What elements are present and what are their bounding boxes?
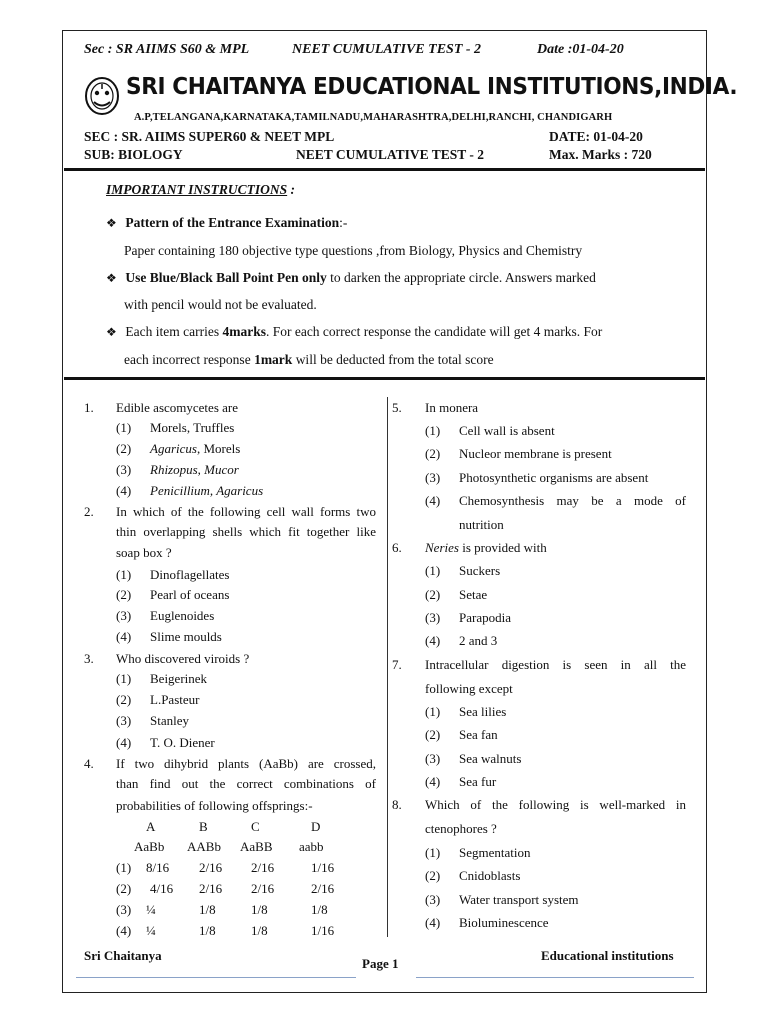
table-col-header: D — [311, 819, 321, 834]
table-cell: 4/16 — [150, 881, 174, 896]
instruction-1-line2: Paper containing 180 objective type questions ,from Biology, Physics and Chemistry — [124, 243, 583, 258]
option-2: (2) Cnidoblasts — [425, 868, 521, 883]
instruction-2-line2: with pencil would not be evaluated. — [124, 297, 317, 312]
question-number: 5. — [392, 400, 402, 415]
table-genotype: AaBB — [240, 839, 273, 854]
header-date: DATE: 01-04-20 — [549, 129, 643, 144]
table-cell: 1/8 — [199, 902, 216, 917]
option-2: (2) Sea fan — [425, 727, 498, 742]
option-2: (2) Pearl of oceans — [116, 587, 230, 602]
option-1: (1) Morels, Truffles — [116, 420, 235, 435]
table-cell: 1/8 — [199, 923, 216, 938]
option-3: (3) Stanley — [116, 713, 189, 728]
option-1: (1) Dinoflagellates — [116, 567, 230, 582]
footer-right: Educational institutions — [541, 948, 674, 963]
option-4: (4) Slime moulds — [116, 629, 222, 644]
table-genotype: aabb — [299, 839, 324, 854]
option-4: (4) Chemosynthesis may be a mode of — [425, 493, 686, 508]
table-cell: ¼ — [146, 923, 156, 938]
institution-name: SRI CHAITANYA EDUCATIONAL INSTITUTIONS,INDIA. — [126, 74, 738, 100]
option-2: (2) L.Pasteur — [116, 692, 200, 707]
question-text: In which of the following cell wall forms two — [116, 504, 376, 519]
option-4: (4) Penicillium, Agaricus — [116, 483, 264, 498]
question-text: Edible ascomycetes are — [116, 400, 238, 415]
question-text: thin overlapping shells which fit together like — [116, 524, 376, 539]
header-test: NEET CUMULATIVE TEST - 2 — [296, 147, 485, 162]
footer-line-right — [416, 977, 694, 978]
option-3: (3) Water transport system — [425, 892, 579, 907]
question-number: 1. — [84, 400, 94, 415]
option-3: (3) Euglenoides — [116, 608, 215, 623]
table-cell: 2/16 — [251, 881, 275, 896]
option-1: (1) Cell wall is absent — [425, 423, 555, 438]
page-number: Page 1 — [362, 956, 399, 971]
instruction-1: ❖ Pattern of the Entrance Examination:- — [106, 215, 348, 230]
option-2: (2) Agaricus, Morels — [116, 441, 241, 456]
header-sec: SEC : SR. AIIMS SUPER60 & NEET MPL — [84, 129, 335, 144]
question-text: If two dihybrid plants (AaBb) are crossed, — [116, 756, 376, 771]
question-text: than find out the correct combinations of — [116, 776, 376, 791]
question-text: Who discovered viroids ? — [116, 651, 250, 666]
question-number: 3. — [84, 651, 94, 666]
table-row-label: (2) — [116, 881, 132, 896]
table-row-label: (1) — [116, 860, 132, 875]
table-row-label: (4) — [116, 923, 132, 938]
question-text: soap box ? — [116, 545, 172, 560]
institution-states: A.P,TELANGANA,KARNATAKA,TAMILNADU,MAHARASHTRA,DELHI,RANCHI, CHANDIGARH — [134, 112, 613, 123]
table-cell: ¼ — [146, 902, 156, 917]
column-divider — [387, 397, 388, 937]
question-text: ctenophores ? — [425, 821, 497, 836]
top-test: NEET CUMULATIVE TEST - 2 — [292, 42, 482, 57]
option-4: (4) 2 and 3 — [425, 633, 498, 648]
table-genotype: AaBb — [134, 839, 165, 854]
table-genotype: AABb — [187, 839, 221, 854]
table-cell: 2/16 — [251, 860, 275, 875]
option-1: (1) Segmentation — [425, 845, 531, 860]
option-4: (4) T. O. Diener — [116, 735, 215, 750]
header-subject: SUB: BIOLOGY — [84, 147, 183, 162]
top-date: Date :01-04-20 — [537, 42, 624, 57]
table-col-header: A — [146, 819, 156, 834]
question-number: 2. — [84, 504, 94, 519]
option-1: (1) Beigerinek — [116, 671, 208, 686]
diamond-bullet-icon: ❖ — [106, 325, 117, 339]
question-text: probabilities of following offsprings:- — [116, 798, 313, 813]
option-1: (1) Sea lilies — [425, 704, 507, 719]
option-4-continued: nutrition — [459, 517, 504, 532]
question-number: 7. — [392, 657, 402, 672]
question-text: following except — [425, 681, 513, 696]
table-cell: 8/16 — [146, 860, 170, 875]
table-cell: 1/16 — [311, 860, 335, 875]
question-number: 6. — [392, 540, 402, 555]
table-cell: 1/8 — [251, 923, 268, 938]
header-max-marks: Max. Marks : 720 — [549, 147, 652, 162]
instructions-title: IMPORTANT INSTRUCTIONS : — [106, 182, 296, 197]
option-2: (2) Nucleor membrane is present — [425, 446, 612, 461]
table-cell: 2/16 — [311, 881, 335, 896]
option-3: (3) Photosynthetic organisms are absent — [425, 470, 649, 485]
diamond-bullet-icon: ❖ — [106, 216, 117, 230]
option-3: (3) Sea walnuts — [425, 751, 522, 766]
table-cell: 1/8 — [311, 902, 328, 917]
footer-left: Sri Chaitanya — [84, 948, 162, 963]
instruction-3-line2: each incorrect response 1mark will be deducted from the total score — [124, 352, 494, 367]
institution-logo-icon — [84, 76, 120, 116]
question-text: Which of the following is well-marked in — [425, 797, 686, 812]
option-3: (3) Parapodia — [425, 610, 511, 625]
option-2: (2) Setae — [425, 587, 488, 602]
instruction-2: ❖ Use Blue/Black Ball Point Pen only to darken the appropriate circle. Answers marked — [106, 270, 596, 285]
option-4: (4) Sea fur — [425, 774, 497, 789]
header-rule — [64, 168, 705, 171]
table-cell: 1/8 — [251, 902, 268, 917]
question-number: 8. — [392, 797, 402, 812]
footer-line-left — [76, 977, 356, 978]
table-row-label: (3) — [116, 902, 132, 917]
instructions-rule — [64, 377, 705, 380]
option-4: (4) Bioluminescence — [425, 915, 549, 930]
table-col-header: C — [251, 819, 260, 834]
question-text: In monera — [425, 400, 479, 415]
question-number: 4. — [84, 756, 94, 771]
option-1: (1) Suckers — [425, 563, 501, 578]
option-3: (3) Rhizopus, Mucor — [116, 462, 239, 477]
top-sec: Sec : SR AIIMS S60 & MPL — [84, 42, 250, 57]
table-cell: 2/16 — [199, 881, 223, 896]
table-cell: 1/16 — [311, 923, 335, 938]
question-text: Neries is provided with — [425, 540, 547, 555]
diamond-bullet-icon: ❖ — [106, 271, 117, 285]
table-col-header: B — [199, 819, 208, 834]
question-text: Intracellular digestion is seen in all the — [425, 657, 686, 672]
table-cell: 2/16 — [199, 860, 223, 875]
instruction-3: ❖ Each item carries 4marks. For each correct response the candidate will get 4 marks. For — [106, 324, 603, 339]
